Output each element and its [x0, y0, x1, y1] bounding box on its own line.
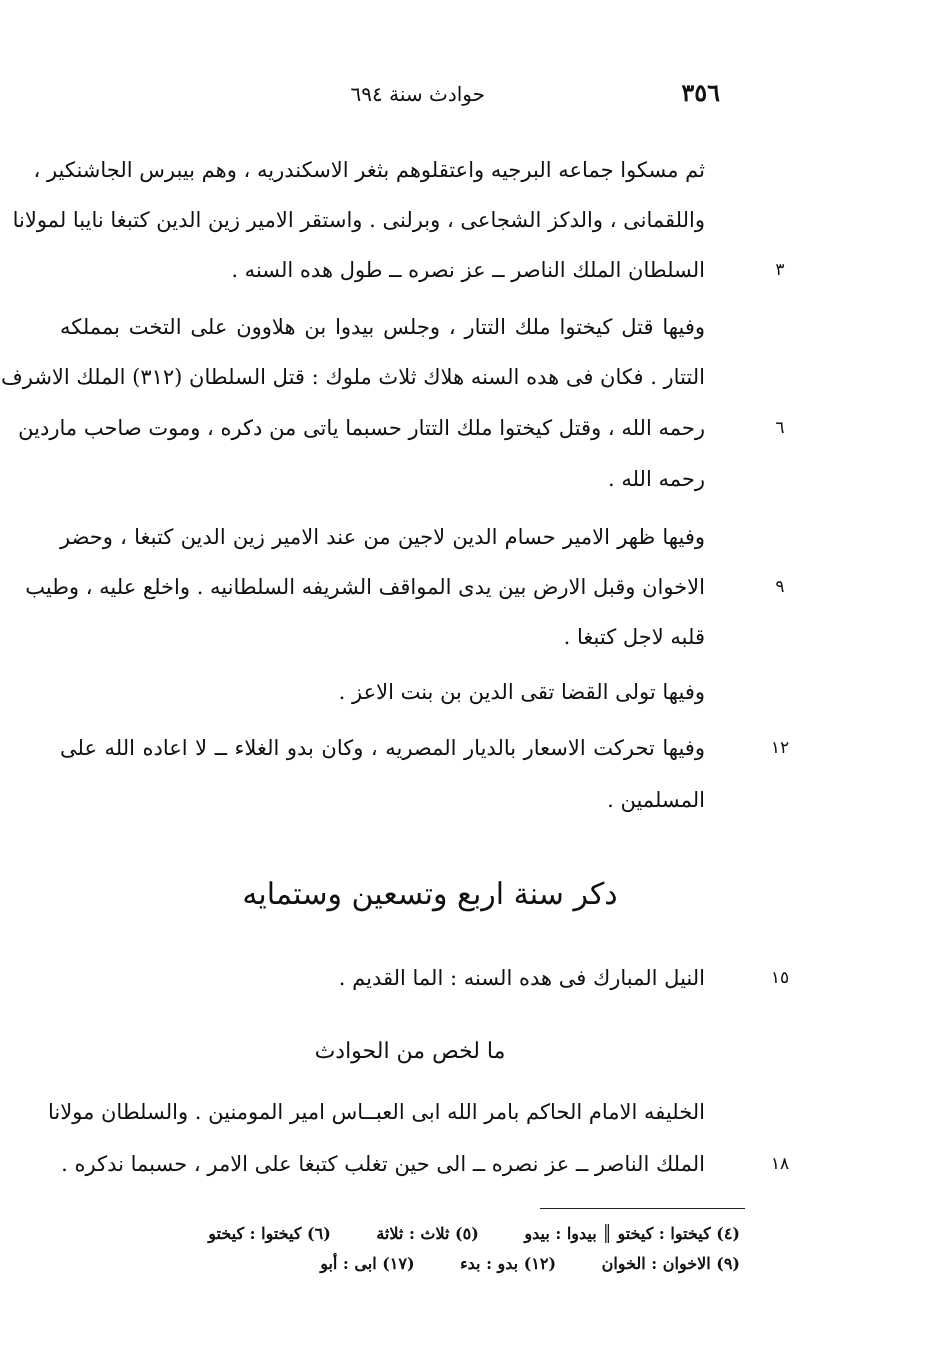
footnote: (٩) الاخوان : الخوان	[601, 1254, 740, 1273]
line-number: ١٨	[770, 1154, 790, 1174]
running-head	[300, 78, 720, 114]
text-line: وفيها ظهر الامير حسام الدين لاجين من عند الامير زين الدين كتبغا ، وحضر	[60, 525, 705, 549]
text-line: التتار . فكان فى هده السنه هلاك ثلاث ملوك : قتل السلطان (٣١٢) الملك الاشرف	[0, 365, 705, 389]
footnote-row	[60, 1220, 740, 1248]
text-line: ثم مسكوا جماعه البرجيه واعتقلوهم بثغر الاسكندريه ، وهم بيبرس الجاشنكير ،	[33, 158, 705, 182]
header-title: حوادث سنة ٦٩٤	[350, 82, 485, 106]
footnote: (٥) ثلاث : ثلاثة	[376, 1224, 479, 1243]
text-line: الخليفه الامام الحاكم بامر الله ابى العبــاس امير المومنين . والسلطان مولانا	[48, 1100, 705, 1124]
text-line: وفيها تولى القضا تقى الدين بن بنت الاعز .	[338, 680, 705, 704]
text-line: السلطان الملك الناصر ــ عز نصره ــ طول هده السنه .	[231, 258, 705, 282]
text-line: وفيها قتل كيختوا ملك التتار ، وجلس بيدوا بن هلاوون على التخت بمملكه	[60, 315, 705, 339]
text-line: المسلمين .	[607, 788, 705, 812]
footnote: (١٧) ابى : أبو	[320, 1254, 415, 1273]
footnote: (١٢) بدو : بدء	[460, 1254, 557, 1273]
subheading: ما لخص من الحوادث	[314, 1039, 506, 1064]
footnote-rule	[540, 1208, 745, 1209]
section-title: دكر سنة اربع وتسعين وستمايه	[242, 877, 618, 912]
footnote-row	[60, 1250, 740, 1278]
footnote: (٤) كيختوا : كيختو ║ بيدوا : بيدو	[524, 1224, 740, 1243]
line-number: ١٢	[770, 738, 790, 758]
text-line: واللقمانى ، والدكز الشجاعى ، وبرلنى . واستقر الامير زين الدين كتبغا نايبا لمولانا	[12, 208, 705, 232]
line-number: ٩	[775, 577, 785, 597]
text-line: رحمه الله ، وقتل كيختوا ملك التتار حسبما ياتى من دكره ، وموت صاحب ماردين	[18, 416, 705, 440]
text-line: الاخوان وقبل الارض بين يدى المواقف الشريفه السلطانيه . واخلع عليه ، وطيب	[25, 575, 705, 599]
line-number: ١٥	[770, 968, 790, 988]
text-line: الملك الناصر ــ عز نصره ــ الى حين تغلب كتبغا على الامر ، حسبما ندكره .	[61, 1152, 705, 1176]
text-line: النيل المبارك فى هده السنه : الما القديم .	[338, 966, 705, 990]
text-line: رحمه الله .	[608, 467, 705, 491]
footnote: (٦) كيختوا : كيختو	[208, 1224, 331, 1243]
page-number: ٣٥٦	[681, 78, 720, 107]
text-line: وفيها تحركت الاسعار بالديار المصريه ، وكان بدو الغلاء ــ لا اعاده الله على	[60, 736, 705, 760]
text-line: قلبه لاجل كتبغا .	[563, 625, 705, 649]
line-number: ٦	[775, 418, 785, 438]
line-number: ٣	[775, 260, 785, 280]
